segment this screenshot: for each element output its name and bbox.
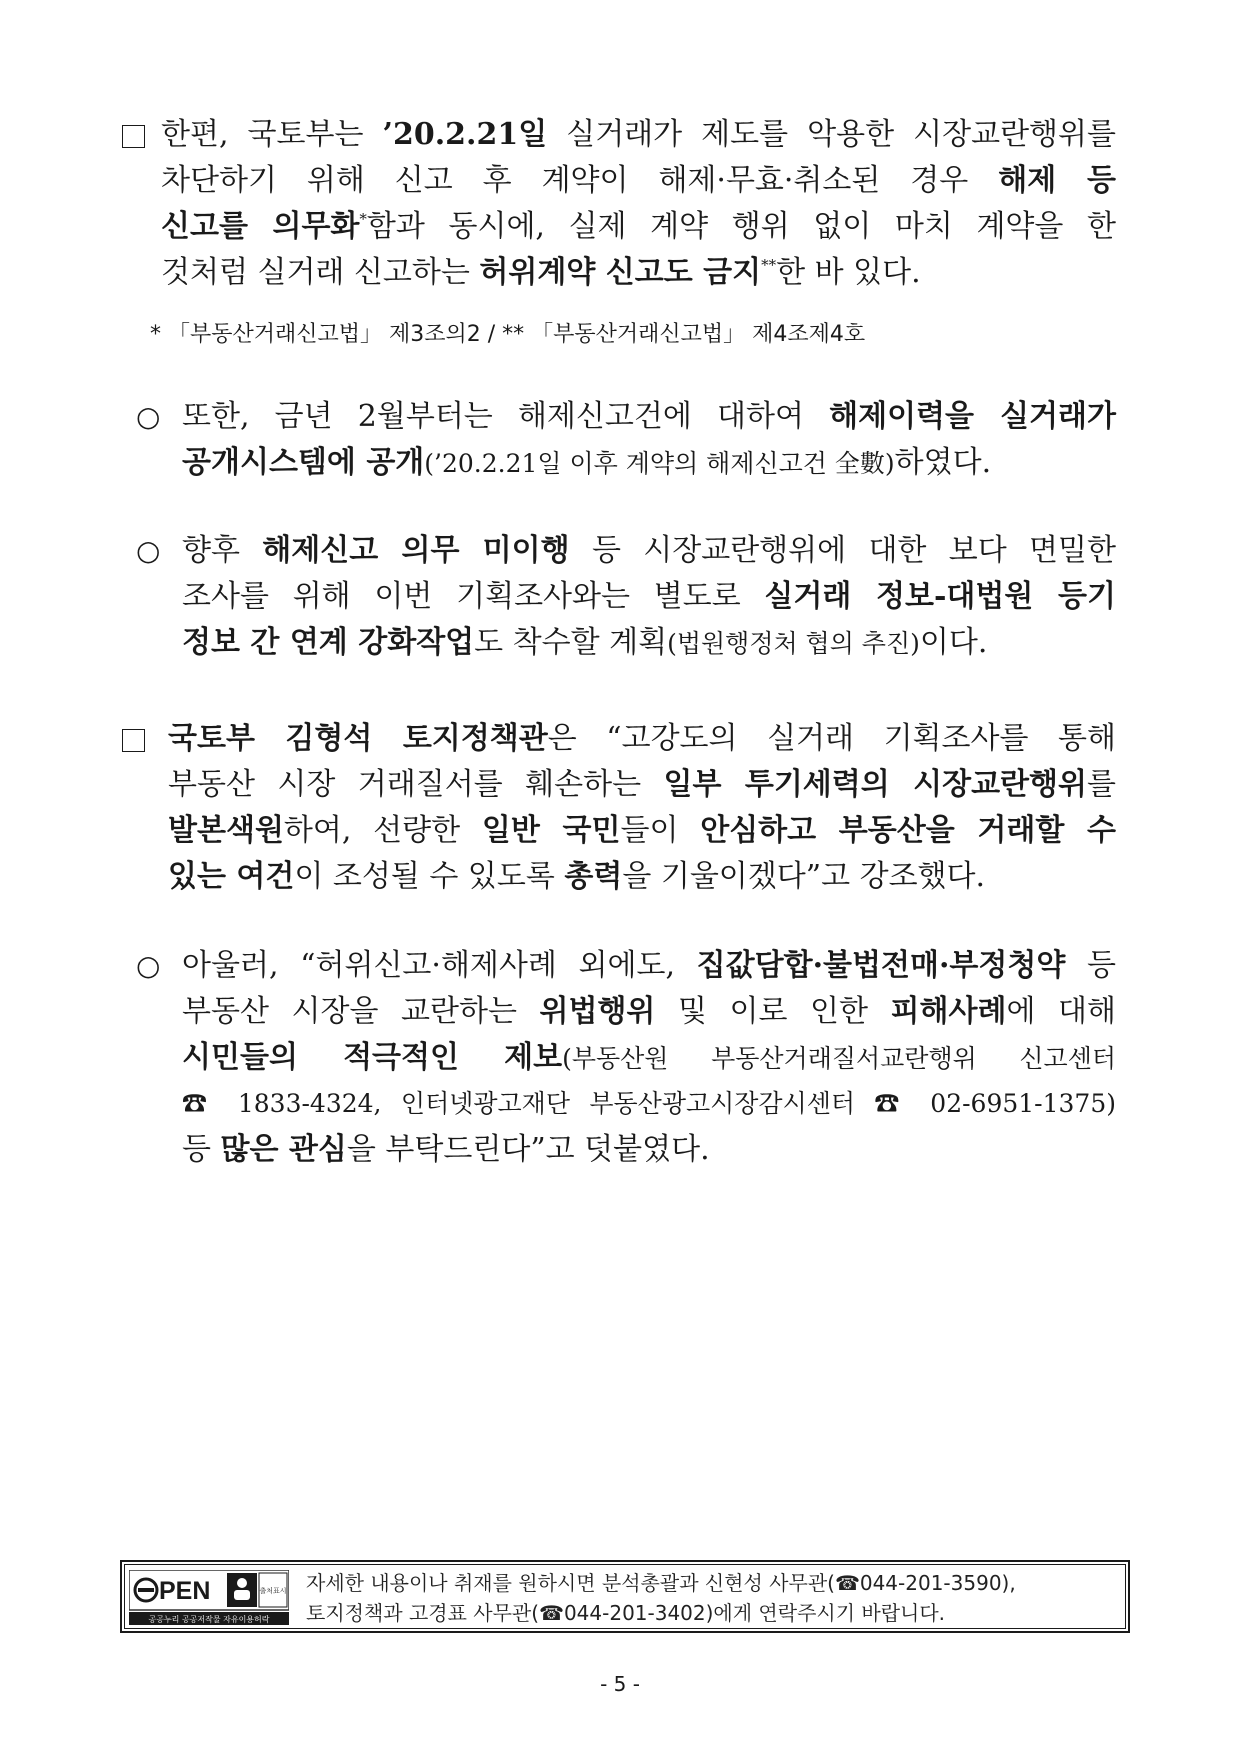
svg-text:PEN: PEN: [159, 1577, 211, 1605]
checkbox-square-icon: [122, 729, 145, 752]
contact-info: [306, 1568, 1016, 1628]
text-line: [182, 620, 987, 667]
phone-contacts: ☎ 1833-4324, 인터넷광고재단 부동산광고시장감시센터 ☎ 02-6951-1375): [182, 1089, 1117, 1118]
text: 차단하기 위해 신고 후 계약이 해제·무효·취소된 경우: [161, 163, 999, 198]
text: 에 대해: [1006, 994, 1116, 1029]
text-line: [182, 528, 1116, 574]
parenthetical: (’20.2.21일 이후 계약의 해제신고건 全數): [424, 449, 895, 478]
text: 함과 동시에, 실제 계약 행위 없이 마치 계약을 한: [366, 209, 1116, 244]
text-line: [182, 394, 1116, 440]
bold-text: 실거래 정보-대법원 등기: [764, 579, 1116, 614]
text-line: [161, 158, 1116, 204]
bold-text: 많은 관심: [220, 1132, 347, 1167]
bold-text: 해제이력을 실거래가: [829, 399, 1117, 434]
text: 도 착수할 계획: [474, 625, 668, 660]
text-line: [182, 989, 1116, 1035]
footnote-marker: **: [761, 256, 777, 274]
text: 하였다.: [894, 445, 992, 480]
text: 을 부탁드린다”고 덧붙였다.: [346, 1132, 710, 1167]
text: 부동산 시장을 교란하는: [182, 994, 540, 1029]
bullet-circle-icon: ○: [136, 534, 161, 567]
bold-text: 국토부 김형석 토지정책관: [168, 721, 548, 756]
text: 등 시장교란행위에 대한 보다 면밀한: [569, 533, 1116, 568]
parenthetical: (법원행정처 협의 추진): [667, 629, 920, 658]
bold-text: 안심하고 부동산을 거래할 수: [700, 813, 1116, 848]
text: 한편, 국토부는: [161, 117, 383, 152]
text: 등: [182, 1132, 221, 1167]
text: 또한, 금년 2월부터는 해제신고건에 대하여: [182, 399, 830, 434]
text: 를: [1087, 767, 1116, 802]
bold-text: 허위계약 신고도 금지: [479, 255, 762, 290]
text: 등: [1065, 948, 1116, 983]
text: 아울러, “허위신고·해제사례 외에도,: [182, 948, 697, 983]
contact-line-2: 토지정책과 고경표 사무관(☎044-201-3402)에게 연락주시기 바랍니다.: [306, 1601, 946, 1625]
bold-text: 해제 등: [998, 163, 1117, 198]
text-line: [161, 112, 1116, 158]
text: 및 이로 인한: [655, 994, 891, 1029]
footnote: * 「부동산거래신고법」 제3조의2 / ** 「부동산거래신고법」 제4조제4호: [150, 322, 866, 347]
text-line: [182, 574, 1116, 620]
bullet-circle-icon: ○: [136, 949, 161, 982]
text-line: [161, 250, 921, 296]
bold-text: 일부 투기세력의 시장교란행위: [663, 767, 1087, 802]
bold-text: 위법행위: [539, 994, 656, 1029]
bold-text: 피해사례: [890, 994, 1007, 1029]
text-line: [182, 1127, 710, 1173]
bold-text: 시민들의 적극적인 제보: [182, 1040, 563, 1075]
text-line: [168, 762, 1116, 808]
bold-text: 신고를 의무화: [161, 209, 360, 244]
text: 향후: [182, 533, 263, 568]
date-highlight: ’20.2.21일: [382, 117, 548, 152]
bold-text: 집값담합·불법전매·부정청약: [696, 948, 1066, 983]
kogl-open-license-logo: [129, 1570, 289, 1625]
text-line: [182, 943, 1116, 989]
bold-text: 공개시스템에 공개: [182, 445, 425, 480]
bold-text: 해제신고 의무 미이행: [262, 533, 570, 568]
bold-text: 정보 간 연계 강화작업: [182, 625, 475, 660]
bold-text: 있는 여건: [168, 859, 295, 894]
text: 부동산 시장 거래질서를 훼손하는: [168, 767, 664, 802]
bold-text: 일반 국민: [481, 813, 621, 848]
text: 들이: [620, 813, 701, 848]
contact-box: [120, 1560, 1130, 1633]
bullet-circle-icon: ○: [136, 400, 161, 433]
bold-text: 발본색원: [168, 813, 284, 848]
contact-line-1: 자세한 내용이나 취재를 원하시면 분석총괄과 신현성 사무관(☎044-201-3590),: [306, 1571, 1016, 1595]
svg-text:공공누리 공공저작물 자유이용허락: 공공누리 공공저작물 자유이용허락: [148, 1615, 270, 1624]
text: 조사를 위해 이번 기획조사와는 별도로: [182, 579, 765, 614]
page-number: - 5 -: [600, 1672, 640, 1696]
text-line: [182, 440, 991, 487]
text: 한 바 있다.: [776, 255, 921, 290]
parenthetical: (부동산원 부동산거래질서교란행위 신고센터: [562, 1044, 1116, 1073]
text-line: [161, 204, 1116, 250]
footnote-marker: *: [359, 210, 367, 228]
text-line: [168, 808, 1116, 854]
text-line: [182, 1035, 1116, 1082]
text: 하여, 선량한: [283, 813, 482, 848]
text: 이다.: [919, 625, 988, 660]
text: 이 조성될 수 있도록: [294, 859, 565, 894]
text: 은 “고강도의 실거래 기획조사를 통해: [547, 721, 1116, 756]
bold-text: 총력: [564, 859, 623, 894]
text-line: [168, 716, 1116, 762]
text: 실거래가 제도를 악용한 시장교란행위를: [547, 117, 1116, 152]
text: 을 기울이겠다”고 강조했다.: [622, 859, 986, 894]
svg-text:출처표시: 출처표시: [259, 1587, 287, 1595]
text-line: [182, 1081, 1116, 1127]
text-line: [168, 854, 985, 900]
text: 것처럼 실거래 신고하는: [161, 255, 480, 290]
checkbox-square-icon: [122, 125, 145, 148]
